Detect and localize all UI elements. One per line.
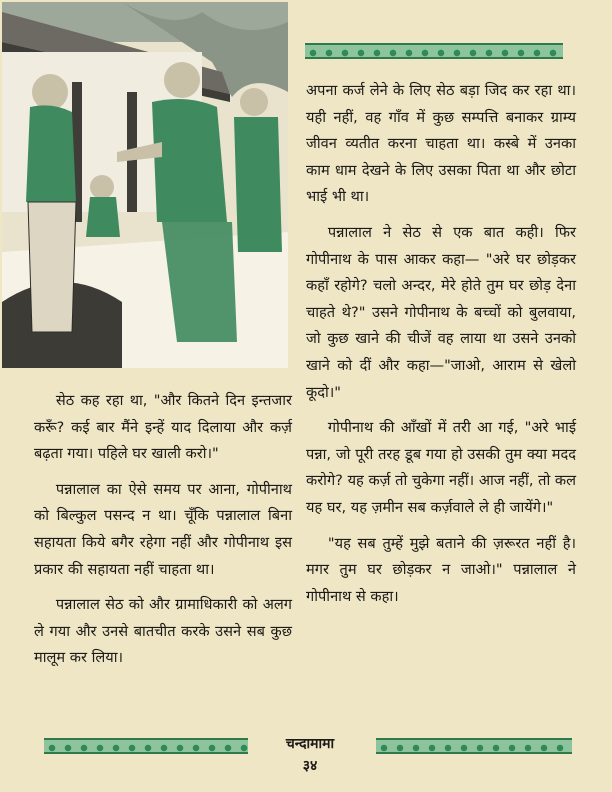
right-text-column: [306, 78, 576, 619]
page-number: ३४: [302, 758, 318, 774]
paragraph: पन्नालाल ने सेठ से एक बात कही। फिर गोपीनाथ के पास आकर कहा— "अरे घर छोड़कर कहाँ रहोगे? चलो अन्दर, मेरे होते तुम घर छोड़ देना चाहते थे?" उसने गोपीनाथ के बच्चों को बुलवाया, जो कुछ खाने की चीजें वह लाया था उसने उनको खाने को दीं और कहा—"जाओ, आराम से खेलो कूदो।": [306, 223, 576, 401]
story-illustration-image: [2, 2, 288, 368]
paragraph: गोपीनाथ की आँखों में तरी आ गई, "अरे भाई पन्ना, जो पूरी तरह डूब गया हो उसकी तुम क्या मदद करोगे? यह कर्ज़ तो चुकेगा नहीं। आज नहीं, तो कल यह घर, यह ज़मीन सब कर्ज़वाले ले ही जायेंगे।": [306, 419, 576, 516]
paragraph: "यह सब तुम्हें मुझे बताने की ज़रूरत नहीं है। मगर तुम घर छोड़कर न जाओ।" पन्नालाल ने गोपीनाथ से कहा।: [306, 534, 576, 605]
left-text-column: [34, 388, 292, 681]
decorative-border-bottom-left: [44, 738, 248, 754]
paragraph: सेठ कह रहा था, "और कितने दिन इन्तजार करूँ? कई बार मैंने इन्हें याद दिलाया और कर्ज़ बढ़ता गया। पहिले घर खाली करो।": [34, 392, 292, 463]
decorative-border-top: [305, 43, 563, 59]
paragraph: पन्नालाल का ऐसे समय पर आना, गोपीनाथ को बिल्कुल पसन्द न था। चूँकि पन्नालाल बिना सहायता किये बगैर रहेगा नहीं और गोपीनाथ इस प्रकार की सहायता नहीं चाहता था।: [34, 480, 292, 578]
story-illustration: [2, 2, 288, 368]
magazine-title: चन्दामामा: [285, 736, 335, 752]
paragraph: पन्नालाल सेठ को और ग्रामाधिकारी को अलग ले गया और उनसे बातचीत करके उसने सब कुछ मालूम कर लिया।: [34, 596, 292, 667]
paragraph: अपना कर्ज लेने के लिए सेठ बड़ा जिद कर रहा था। यही नहीं, वह गाँव में कुछ सम्पत्ति बनाकर ग्राम्य जीवन व्यतीत करना चाहता था। कस्बे में उनका काम धाम देखने के लिए उसका पिता था और छोटा भाई भी था।: [306, 82, 576, 206]
decorative-border-bottom-right: [376, 738, 572, 754]
